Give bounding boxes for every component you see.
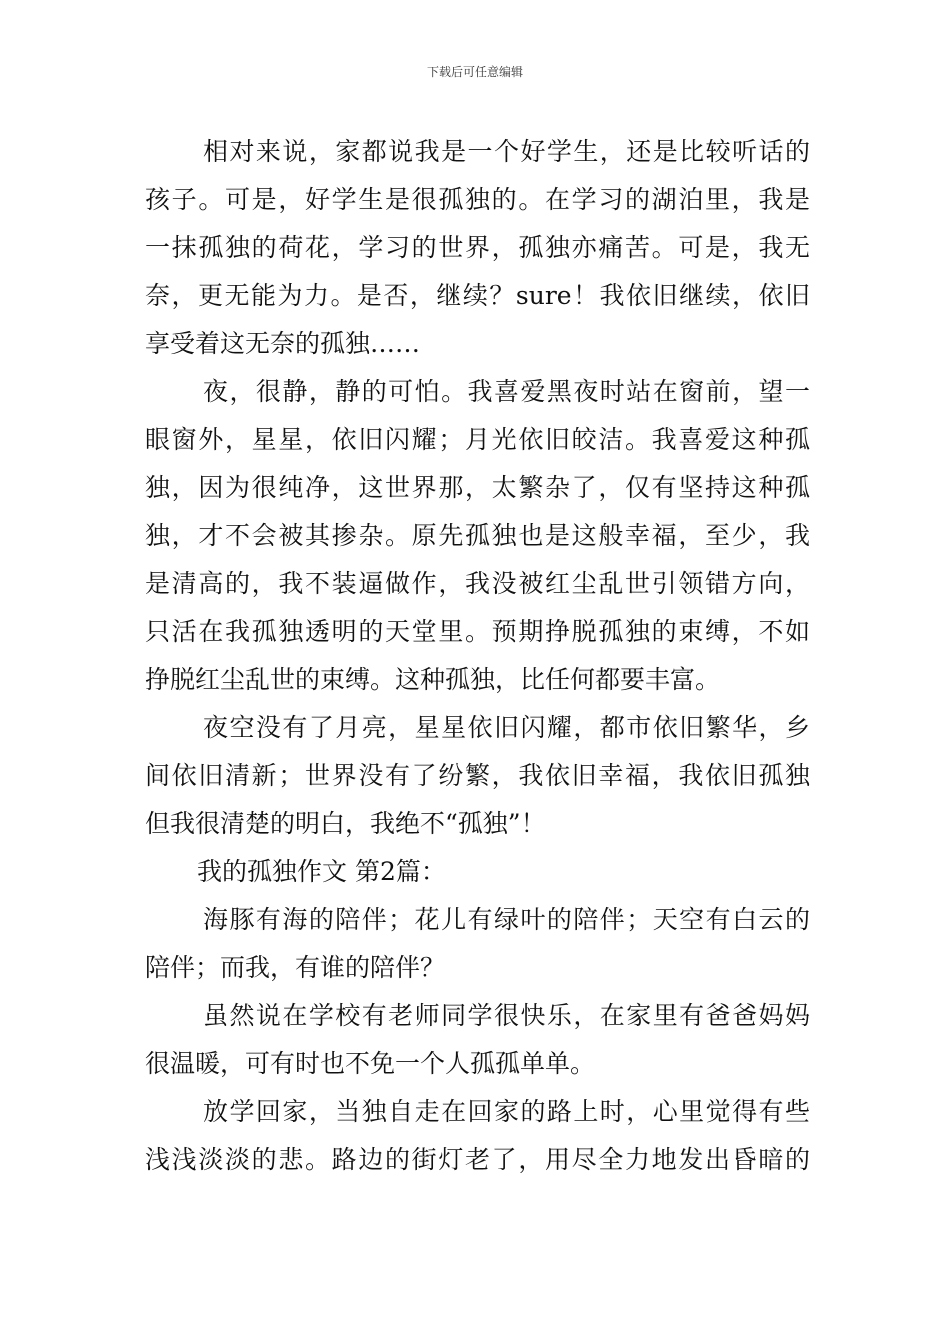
paragraph-line: 只活在我孤独透明的天堂里。预期挣脱孤独的束缚，不如	[145, 617, 810, 646]
paragraph-line: 享受着这无奈的孤独……	[145, 329, 421, 358]
paragraph-line: 挣脱红尘乱世的束缚。这种孤独，比任何都要丰富。	[145, 665, 721, 694]
paragraph-line: 夜，很静，静的可怕。我喜爱黑夜时站在窗前，望一	[203, 377, 810, 406]
paragraph-line: 一抹孤独的荷花，学习的世界，孤独亦痛苦。可是，我无	[145, 233, 810, 262]
paragraph-line: 间依旧清新；世界没有了纷繁，我依旧幸福，我依旧孤独	[145, 761, 810, 790]
paragraph-line: 浅浅淡淡的悲。路边的街灯老了，用尽全力地发出昏暗的	[145, 1145, 810, 1174]
paragraph-line: 放学回家，当独自走在回家的路上时，心里觉得有些	[203, 1097, 810, 1126]
paragraph-line: 海豚有海的陪伴；花儿有绿叶的陪伴；天空有白云的	[203, 905, 810, 934]
section-heading: 我的孤独作文 第2篇：	[197, 857, 446, 886]
essay-body	[145, 128, 810, 1184]
paragraph-line: 但我很清楚的明白，我绝不“孤独”！	[145, 809, 546, 838]
paragraph-line: 陪伴；而我，有谁的陪伴？	[145, 953, 446, 982]
paragraph-line: 孩子。可是，好学生是很孤独的。在学习的湖泊里，我是	[145, 185, 810, 214]
paragraph-line: 眼窗外，星星，依旧闪耀；月光依旧皎洁。我喜爱这种孤	[145, 425, 810, 454]
paragraph-line: 很温暖，可有时也不免一个人孤孤单单。	[145, 1049, 596, 1078]
paragraph-line: 奈，更无能为力。是否，继续？sure！我依旧继续，依旧	[145, 281, 810, 310]
paragraph-line: 独，才不会被其掺杂。原先孤独也是这般幸福，至少，我	[145, 521, 810, 550]
paragraph-line: 独，因为很纯净，这世界那，太繁杂了，仅有坚持这种孤	[145, 473, 810, 502]
paragraph-line: 相对来说，家都说我是一个好学生，还是比较听话的	[203, 137, 810, 166]
paragraph-line: 是清高的，我不装逼做作，我没被红尘乱世引领错方向，	[145, 569, 810, 598]
paragraph-line: 虽然说在学校有老师同学很快乐，在家里有爸爸妈妈	[203, 1001, 810, 1030]
page-header: 下载后可任意编辑	[426, 65, 523, 79]
paragraph-line: 夜空没有了月亮，星星依旧闪耀，都市依旧繁华，乡	[203, 713, 810, 742]
